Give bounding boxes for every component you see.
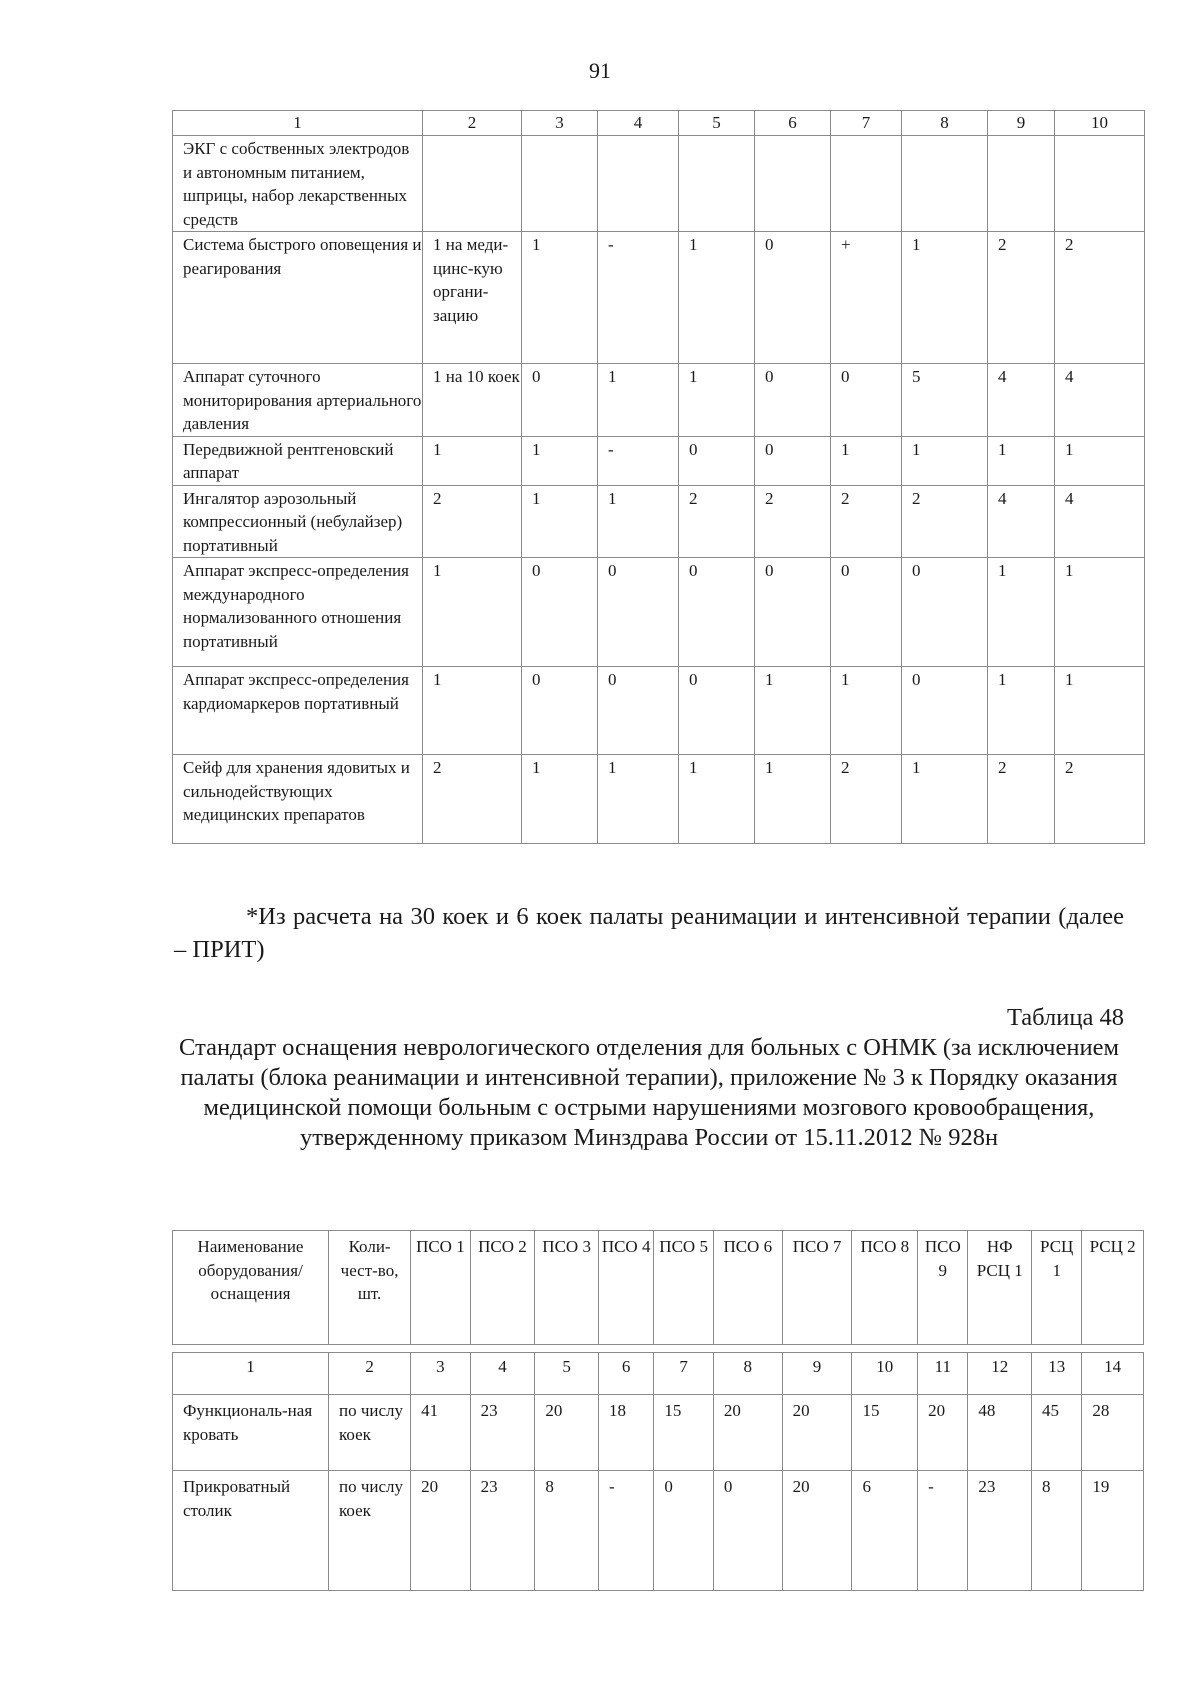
table1-value-cell: - (598, 232, 679, 364)
equipment-name-cell: Аппарат экспресс-определения международного нормализованного отношения портативный (173, 558, 423, 667)
table2-column-header: РСЦ 1 (1032, 1231, 1082, 1345)
table1-value-cell: 1 (522, 232, 598, 364)
table2-value-cell: 23 (470, 1471, 535, 1591)
table2-column-header: НФ РСЦ 1 (968, 1231, 1032, 1345)
equipment-name-cell: Система быстрого оповещения и реагирования (173, 232, 423, 364)
footnote-text: *Из расчета на 30 коек и 6 коек палаты реанимации и интенсивной терапии (далее – ПРИТ) (174, 903, 1124, 963)
table2-column-number: 1 (173, 1353, 329, 1395)
table1-value-cell: 0 (831, 558, 902, 667)
table1-value-cell: 1 (831, 667, 902, 755)
table1-value-cell (1055, 136, 1145, 232)
table2-column-header: РСЦ 2 (1082, 1231, 1144, 1345)
table1-value-cell: 2 (679, 485, 755, 558)
neurology-equipment-table (172, 1230, 1144, 1591)
table1-value-cell: 0 (679, 558, 755, 667)
table1-value-cell (423, 136, 522, 232)
table1-value-cell: 1 (522, 485, 598, 558)
table1-value-cell (598, 136, 679, 232)
table1-value-cell: 1 (988, 558, 1055, 667)
table1-value-cell: 0 (679, 667, 755, 755)
table1-value-cell: 2 (831, 485, 902, 558)
table1-row (173, 667, 1145, 755)
table2-column-header: ПСО 5 (654, 1231, 714, 1345)
table2-column-number: 3 (411, 1353, 471, 1395)
table1-value-cell: 0 (902, 667, 988, 755)
table2-value-cell: 20 (411, 1471, 471, 1591)
table1-header-cell: 2 (423, 111, 522, 136)
table2-value-cell: 8 (1032, 1471, 1082, 1591)
table1-value-cell: 2 (423, 755, 522, 844)
table1-value-cell: 1 (1055, 558, 1145, 667)
table2-column-header: ПСО 9 (918, 1231, 968, 1345)
table1-value-cell: 1 на 10 коек (423, 364, 522, 437)
table2-column-number: 7 (654, 1353, 714, 1395)
table1-row (173, 755, 1145, 844)
table1-header-cell: 6 (755, 111, 831, 136)
table1-value-cell: + (831, 232, 902, 364)
table1-value-cell: 1 (755, 755, 831, 844)
table1-value-cell: 0 (831, 364, 902, 437)
table1-value-cell: 2 (423, 485, 522, 558)
table1-value-cell: 2 (988, 755, 1055, 844)
table2-column-header: ПСО 8 (852, 1231, 918, 1345)
table2-value-cell: 8 (535, 1471, 599, 1591)
table1-value-cell (522, 136, 598, 232)
table2-value-cell: - (918, 1471, 968, 1591)
table1-value-cell: 0 (679, 436, 755, 485)
table1-value-cell: 1 (679, 755, 755, 844)
table2-column-number: 13 (1032, 1353, 1082, 1395)
table2-column-number: 2 (329, 1353, 411, 1395)
table1-value-cell: 2 (755, 485, 831, 558)
table1-header-cell: 7 (831, 111, 902, 136)
equipment-table-continued (172, 110, 1145, 844)
table1-header-cell: 3 (522, 111, 598, 136)
table1-header-cell: 8 (902, 111, 988, 136)
table1-value-cell: 1 (679, 364, 755, 437)
table1-value-cell: 0 (522, 558, 598, 667)
table1-value-cell: 4 (988, 485, 1055, 558)
table1-row (173, 436, 1145, 485)
table2-value-cell: 20 (535, 1395, 599, 1471)
table1-value-cell: 1 (522, 436, 598, 485)
table1-header-cell: 10 (1055, 111, 1145, 136)
table1-value-cell: 1 (679, 232, 755, 364)
table2-column-number: 10 (852, 1353, 918, 1395)
table2-value-cell: 20 (713, 1395, 782, 1471)
equipment-name-cell: Ингалятор аэрозольный компрессионный (небулайзер) портативный (173, 485, 423, 558)
table1-value-cell: 1 (988, 436, 1055, 485)
table2-value-cell: 20 (782, 1471, 852, 1591)
table2-column-header-row (173, 1231, 1144, 1345)
table1-value-cell (831, 136, 902, 232)
table1-header-cell: 5 (679, 111, 755, 136)
table2-column-number: 6 (598, 1353, 653, 1395)
table2-value-cell: 45 (1032, 1395, 1082, 1471)
table1-header-cell: 4 (598, 111, 679, 136)
table1-value-cell: 4 (1055, 485, 1145, 558)
table2-column-number: 14 (1082, 1353, 1144, 1395)
table2-value-cell: 0 (654, 1471, 714, 1591)
table1-value-cell: 1 (902, 436, 988, 485)
table2-column-header: ПСО 7 (782, 1231, 852, 1345)
table1-header-row (173, 111, 1145, 136)
gap-cell (173, 1345, 1144, 1353)
table1-value-cell: 0 (598, 558, 679, 667)
table-number: Таблица 48 (1006, 1004, 1124, 1031)
table1-value-cell: 1 (902, 755, 988, 844)
table2-column-number: 12 (968, 1353, 1032, 1395)
table2-column-header: ПСО 6 (713, 1231, 782, 1345)
equipment-name-cell: Прикроватный столик (173, 1471, 329, 1591)
table1-value-cell: 4 (1055, 364, 1145, 437)
equipment-name-cell: Функциональ-ная кровать (173, 1395, 329, 1471)
table1-value-cell: 1 (1055, 436, 1145, 485)
table1-value-cell: 0 (598, 667, 679, 755)
table1-header-cell: 1 (173, 111, 423, 136)
table2-column-header: ПСО 3 (535, 1231, 599, 1345)
table1-value-cell: 2 (902, 485, 988, 558)
table1-value-cell: 5 (902, 364, 988, 437)
table2-column-header: Коли-чест-во, шт. (329, 1231, 411, 1345)
table1-value-cell: 2 (988, 232, 1055, 364)
table2-row (173, 1471, 1144, 1591)
table2-column-number: 9 (782, 1353, 852, 1395)
table2-value-cell: 23 (470, 1395, 535, 1471)
table2-column-number: 4 (470, 1353, 535, 1395)
table1-row (173, 136, 1145, 232)
equipment-name-cell: ЭКГ с собственных электродов и автономным питанием, шприцы, набор лекарственных средств (173, 136, 423, 232)
table1-value-cell (679, 136, 755, 232)
table2-value-cell: 6 (852, 1471, 918, 1591)
table-title: Стандарт оснащения неврологического отделения для больных с ОНМК (за исключением палаты (блока реанимации и интенсивной терапии), приложение № 3 к Порядку оказания медицинской помощи больным с острыми нарушениями мозгового кровообращения, утвержденному приказом Минздрава России от 15.11.2012 № 928н (179, 1034, 1119, 1151)
table1-value-cell: 0 (522, 364, 598, 437)
table2-column-header: ПСО 1 (411, 1231, 471, 1345)
equipment-name-cell: Аппарат суточного мониторирования артериального давления (173, 364, 423, 437)
table2-column-number: 8 (713, 1353, 782, 1395)
table2-value-cell: 18 (598, 1395, 653, 1471)
table2-value-cell: 23 (968, 1471, 1032, 1591)
table2-value-cell: 20 (918, 1395, 968, 1471)
table2-value-cell: по числу коек (329, 1471, 411, 1591)
table1-row (173, 485, 1145, 558)
table2-column-number: 11 (918, 1353, 968, 1395)
table1-value-cell: 0 (522, 667, 598, 755)
table2-column-number: 5 (535, 1353, 599, 1395)
table1-value-cell: - (598, 436, 679, 485)
table1-value-cell: 0 (755, 558, 831, 667)
table2-column-number-row (173, 1353, 1144, 1395)
table1-value-cell: 1 (902, 232, 988, 364)
table2-row (173, 1395, 1144, 1471)
table2-column-header: ПСО 2 (470, 1231, 535, 1345)
table2-value-cell: 20 (782, 1395, 852, 1471)
table1-value-cell: 1 (988, 667, 1055, 755)
table1-value-cell: 1 (755, 667, 831, 755)
table1-value-cell: 1 (423, 558, 522, 667)
table2-column-header: Наименование оборудования/ оснащения (173, 1231, 329, 1345)
table2-value-cell: 19 (1082, 1471, 1144, 1591)
table1-value-cell: 1 (598, 755, 679, 844)
table2-header-gap (173, 1345, 1144, 1353)
table1-value-cell (755, 136, 831, 232)
table2-value-cell: 41 (411, 1395, 471, 1471)
table1-header-cell: 9 (988, 111, 1055, 136)
table1-value-cell: 0 (902, 558, 988, 667)
table1-value-cell: 1 на меди-цинс-кую органи-зацию (423, 232, 522, 364)
table2-value-cell: по числу коек (329, 1395, 411, 1471)
table2-value-cell: - (598, 1471, 653, 1591)
footnote (174, 900, 1124, 966)
table1-value-cell (902, 136, 988, 232)
table1-value-cell: 1 (423, 667, 522, 755)
table2-value-cell: 0 (713, 1471, 782, 1591)
table1-row (173, 232, 1145, 364)
table1-value-cell: 1 (598, 485, 679, 558)
table2-value-cell: 15 (654, 1395, 714, 1471)
table1-value-cell: 2 (831, 755, 902, 844)
equipment-name-cell: Аппарат экспресс-определения кардиомаркеров портативный (173, 667, 423, 755)
table1-value-cell: 0 (755, 436, 831, 485)
table1-value-cell: 2 (1055, 755, 1145, 844)
table2-value-cell: 28 (1082, 1395, 1144, 1471)
page-number: 91 (589, 58, 611, 83)
equipment-name-cell: Сейф для хранения ядовитых и сильнодействующих медицинских препаратов (173, 755, 423, 844)
equipment-name-cell: Передвижной рентгеновский аппарат (173, 436, 423, 485)
table1-value-cell: 2 (1055, 232, 1145, 364)
table1-row (173, 364, 1145, 437)
table1-value-cell: 0 (755, 232, 831, 364)
table1-value-cell: 1 (522, 755, 598, 844)
table2-value-cell: 15 (852, 1395, 918, 1471)
table2-value-cell: 48 (968, 1395, 1032, 1471)
table1-value-cell (988, 136, 1055, 232)
table2-column-header: ПСО 4 (598, 1231, 653, 1345)
table1-value-cell: 1 (831, 436, 902, 485)
table1-value-cell: 0 (755, 364, 831, 437)
table1-row (173, 558, 1145, 667)
table1-value-cell: 4 (988, 364, 1055, 437)
table1-value-cell: 1 (423, 436, 522, 485)
table1-value-cell: 1 (598, 364, 679, 437)
table1-value-cell: 1 (1055, 667, 1145, 755)
